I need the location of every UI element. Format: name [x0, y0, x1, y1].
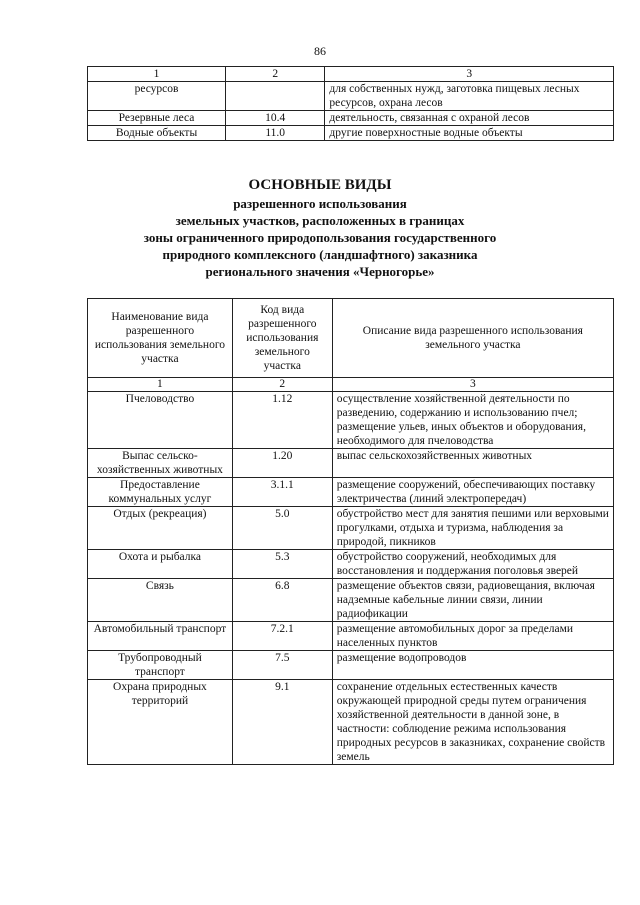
cell-name: Резервные леса [88, 111, 226, 126]
land-use-table [87, 298, 614, 765]
cell-description: обустройство сооружений, необходимых для восстановления и поддержания поголовья зверей [332, 550, 613, 579]
cell-name: Отдых (рекреация) [88, 507, 233, 550]
cell-code: 10.4 [226, 111, 325, 126]
cell-name: Предоставление коммунальных услуг [88, 478, 233, 507]
cell-description: обустройство мест для занятия пешими или верховыми прогулками, отдыха и туризма, наблюдения за природой, пикников [332, 507, 613, 550]
cell-name: Охрана природных территорий [88, 680, 233, 765]
cell-code: 9.1 [232, 680, 332, 765]
table-row [88, 111, 614, 126]
cell-code: 1.20 [232, 449, 332, 478]
cell-code: 11.0 [226, 126, 325, 141]
cell-name: Автомобильный транспорт [88, 622, 233, 651]
table-row [88, 82, 614, 111]
cell-code: 5.0 [232, 507, 332, 550]
cell-description: размещение сооружений, обеспечивающих поставку электричества (линий электропередач) [332, 478, 613, 507]
cell-code: 1.12 [232, 392, 332, 449]
cell-description: сохранение отдельных естественных качеств окружающей природной среды путем ограничения хозяйственной деятельности в данной зоне, в частности: соблюдение режима использования природных ресурсов в заказниках, сохранение свойств земель [332, 680, 613, 765]
cell-description: размещение объектов связи, радиовещания, включая надземные кабельные линии связи, линии радиофикации [332, 579, 613, 622]
heading-line: разрешенного использования [233, 196, 407, 211]
column-number: 3 [332, 378, 613, 392]
page-number: 86 [314, 44, 326, 58]
table-row [88, 579, 614, 622]
cell-name: Трубопроводный транспорт [88, 651, 233, 680]
cell-name: Выпас сельско-хозяйственных животных [88, 449, 233, 478]
cell-description: для собственных нужд, заготовка пищевых лесных ресурсов, охрана лесов [325, 82, 614, 111]
cell-name: ресурсов [88, 82, 226, 111]
continuation-table [87, 66, 614, 141]
cell-description: другие поверхностные водные объекты [325, 126, 614, 141]
cell-code: 7.5 [232, 651, 332, 680]
column-number: 2 [232, 378, 332, 392]
heading-line: природного комплексного (ландшафтного) заказника [162, 247, 478, 262]
table-row [88, 478, 614, 507]
cell-description: размещение автомобильных дорог за пределами населенных пунктов [332, 622, 613, 651]
cell-description: выпас сельскохозяйственных животных [332, 449, 613, 478]
heading-title: ОСНОВНЫЕ ВИДЫ [248, 177, 392, 193]
column-number: 1 [88, 378, 233, 392]
heading-line: регионального значения «Черногорье» [205, 264, 435, 279]
cell-code [226, 82, 325, 111]
table-row [88, 680, 614, 765]
table-row [88, 449, 614, 478]
heading-line: земельных участков, расположенных в границах [175, 213, 465, 228]
table-row [88, 392, 614, 449]
cell-name: Связь [88, 579, 233, 622]
table-row [88, 126, 614, 141]
table-header-row [88, 67, 614, 82]
table-row [88, 622, 614, 651]
cell-name: Водные объекты [88, 126, 226, 141]
table-header-row [88, 299, 614, 378]
section-heading [0, 175, 640, 280]
header-code: Код вида разрешенного использования земельного участка [232, 299, 332, 378]
cell-description: осуществление хозяйственной деятельности по разведению, содержанию и использованию пчел; размещение ульев, иных объектов и оборудования, необходимого для пчеловодства [332, 392, 613, 449]
column-numbers-row [88, 378, 614, 392]
header-description: Описание вида разрешенного использования земельного участка [332, 299, 613, 378]
cell-name: Пчеловодство [88, 392, 233, 449]
cell-code: 6.8 [232, 579, 332, 622]
cell-name: Охота и рыбалка [88, 550, 233, 579]
cell-description: размещение водопроводов [332, 651, 613, 680]
cell-description: деятельность, связанная с охраной лесов [325, 111, 614, 126]
cell-code: 3.1.1 [232, 478, 332, 507]
table-row [88, 651, 614, 680]
column-number: 3 [325, 67, 614, 82]
table-row [88, 507, 614, 550]
column-number: 1 [88, 67, 226, 82]
column-number: 2 [226, 67, 325, 82]
header-name: Наименование вида разрешенного использования земельного участка [88, 299, 233, 378]
cell-code: 5.3 [232, 550, 332, 579]
heading-line: зоны ограниченного природопользования государственного [143, 230, 497, 245]
cell-code: 7.2.1 [232, 622, 332, 651]
table-row [88, 550, 614, 579]
